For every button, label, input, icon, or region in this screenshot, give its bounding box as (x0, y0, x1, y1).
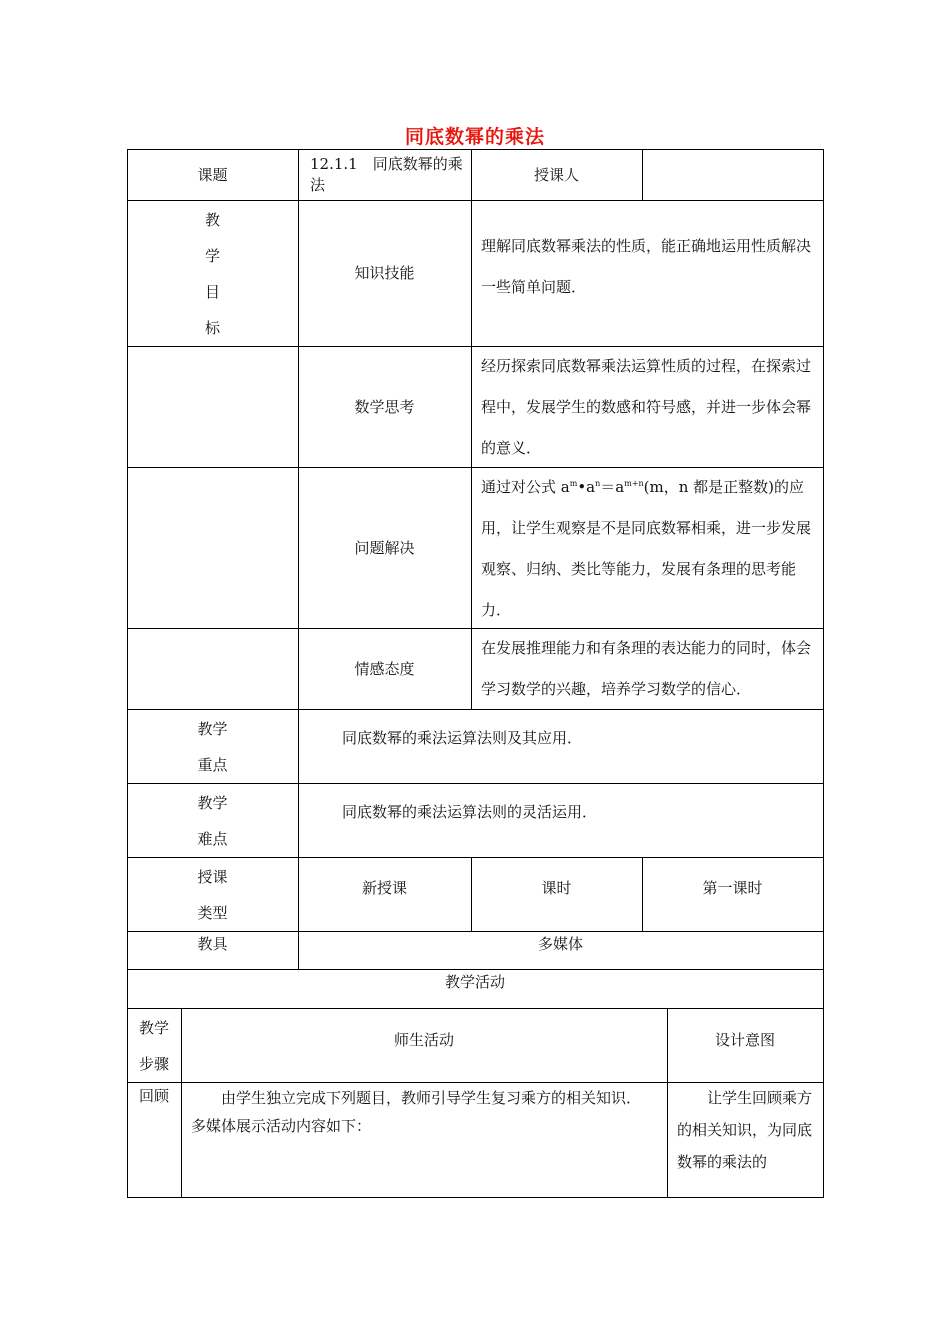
formula-sup: m (569, 479, 578, 488)
lesson-type-label (127, 857, 298, 931)
table-line (823, 149, 824, 1197)
objectives-label-char: 标 (204, 319, 220, 337)
objective-text: 经历探索同底数幂乘法运算性质的过程，在探索过程中，发展学生的数感和符号感，并进一步体会幂的意义． (481, 357, 812, 457)
table-line (127, 1197, 824, 1198)
objective-text (471, 467, 823, 628)
formula-eq: ＝a (600, 478, 625, 496)
course-value: 12.1.1 同底数幂的乘法 (310, 155, 463, 194)
objective-name: 知识技能 (354, 264, 415, 282)
objective-text: 在发展推理能力和有条理的表达能力的同时，体会学习数学的兴趣，培养学习数学的信心． (481, 639, 812, 698)
objectives-label-char: 教 (204, 211, 220, 229)
objectives-label-char: 目 (204, 283, 220, 301)
difficulty-label (127, 783, 298, 857)
formula-sup: m+n (624, 479, 644, 488)
review-text-1: 由学生独立完成下列题目，教师引导学生复习乘方的相关知识． (221, 1089, 642, 1107)
formula-sup: n (595, 479, 601, 488)
difficulty-label-line: 教学 (197, 794, 228, 812)
lesson-type-label-line: 授课 (197, 868, 228, 886)
course-label: 课题 (197, 165, 228, 184)
objective-text: 理解同底数幂乘法的性质，能正确地运用性质解决一些简单问题． (481, 237, 812, 296)
objectives-label (127, 200, 298, 346)
period-label: 课时 (541, 879, 572, 897)
key-points-text: 同底数幂的乘法运算法则及其应用． (342, 729, 583, 747)
key-points-label-line: 教学 (197, 720, 228, 738)
objective-name: 问题解决 (354, 538, 415, 557)
design-column-header: 设计意图 (714, 1031, 775, 1049)
objective-name: 数学思考 (354, 397, 415, 416)
key-points-label (127, 709, 298, 783)
lesson-type-value: 新授课 (361, 879, 407, 897)
formula-suffix: (m，n 都是正整数)的应用，让学生观察是不是同底数幂相乘，进一步发展观察、归纳、类比等能力，发展有条理的思考能力． (481, 478, 812, 619)
steps-label (127, 1008, 181, 1082)
key-points-label-line: 重点 (197, 756, 228, 774)
teacher-label: 授课人 (533, 165, 579, 184)
steps-label-line: 步骤 (138, 1055, 169, 1073)
review-step: 回顾 (138, 1087, 169, 1105)
difficulty-text: 同底数幂的乘法运算法则的灵活运用． (342, 803, 598, 821)
activities-header: 教学活动 (444, 973, 505, 991)
period-value: 第一课时 (702, 879, 763, 897)
review-design: 让学生回顾乘方的相关知识，为同底数幂的乘法的 (677, 1089, 813, 1171)
tools-value: 多媒体 (537, 935, 583, 953)
formula-dot: •a (577, 478, 596, 496)
objective-name: 情感态度 (354, 659, 415, 678)
steps-label-line: 教学 (138, 1019, 169, 1037)
lesson-type-label-line: 类型 (197, 904, 228, 922)
review-activity (181, 1082, 667, 1197)
activity-column-header: 师生活动 (393, 1031, 454, 1049)
objectives-label-char: 学 (204, 247, 220, 265)
teacher-value (642, 149, 823, 200)
review-text-2: 多媒体展示活动内容如下： (191, 1117, 372, 1135)
difficulty-label-line: 难点 (197, 830, 228, 848)
document-title: 同底数幂的乘法 (404, 126, 545, 148)
formula-prefix: 通过对公式 a (481, 478, 570, 496)
tools-label: 教具 (197, 935, 228, 953)
